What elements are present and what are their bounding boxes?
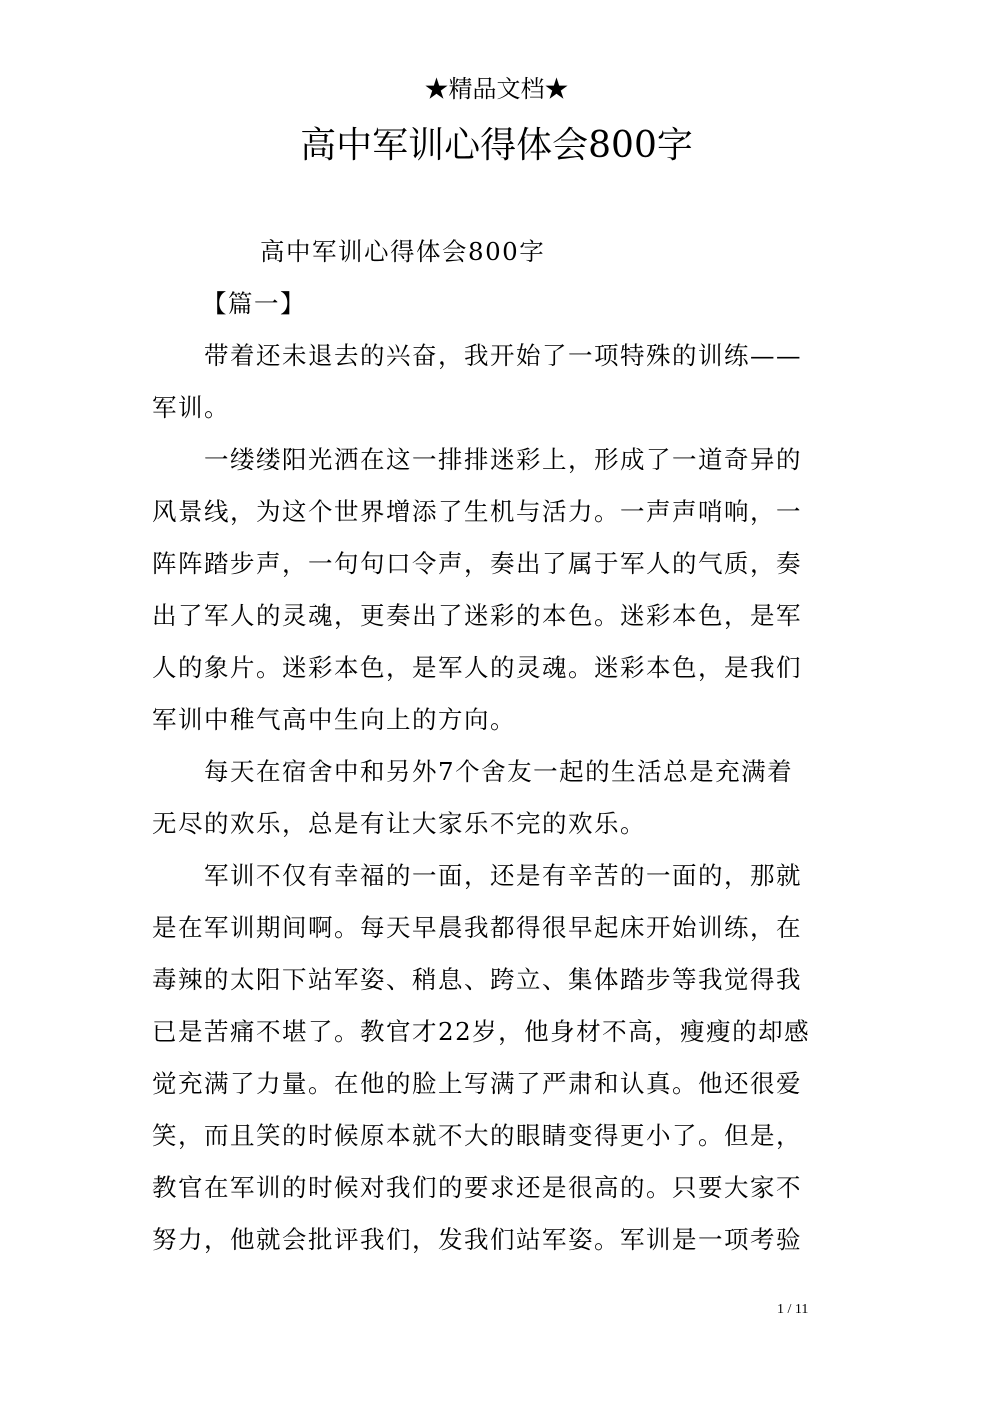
paragraph-line: 毒辣的太阳下站军姿、稍息、跨立、集体踏步等我觉得我 bbox=[152, 965, 802, 994]
paragraph-line: 觉充满了力量。在他的脸上写满了严肃和认真。他还很爱 bbox=[152, 1069, 802, 1098]
document-subtitle: 高中军训心得体会800字 bbox=[260, 237, 546, 266]
page-number: 1 / 11 bbox=[777, 1302, 809, 1317]
paragraph-line: 军训不仅有幸福的一面，还是有辛苦的一面的，那就 bbox=[204, 861, 802, 890]
paragraph-line: 人的象片。迷彩本色，是军人的灵魂。迷彩本色，是我们 bbox=[152, 653, 802, 682]
paragraph-line: 出了军人的灵魂，更奏出了迷彩的本色。迷彩本色，是军 bbox=[152, 601, 802, 630]
section-label: 【篇一】 bbox=[202, 289, 306, 318]
paragraph-line: 军训中稚气高中生向上的方向。 bbox=[152, 705, 516, 734]
paragraph-line: 阵阵踏步声，一句句口令声，奏出了属于军人的气质，奏 bbox=[152, 549, 802, 578]
document-title: 高中军训心得体会800字 bbox=[300, 125, 693, 166]
paragraph-line: 笑，而且笑的时候原本就不大的眼睛变得更小了。但是， bbox=[152, 1121, 802, 1150]
paragraph-line: 风景线，为这个世界增添了生机与活力。一声声哨响，一 bbox=[152, 497, 802, 526]
paragraph-line: 是在军训期间啊。每天早晨我都得很早起床开始训练，在 bbox=[152, 913, 802, 942]
paragraph-line: 军训。 bbox=[152, 393, 230, 422]
paragraph-line: 教官在军训的时候对我们的要求还是很高的。只要大家不 bbox=[152, 1173, 802, 1202]
paragraph-line: 一缕缕阳光洒在这一排排迷彩上，形成了一道奇异的 bbox=[204, 445, 802, 474]
paragraph-line: 已是苦痛不堪了。教官才22岁，他身材不高，瘦瘦的却感 bbox=[152, 1017, 811, 1046]
paragraph-line: 无尽的欢乐，总是有让大家乐不完的欢乐。 bbox=[152, 809, 646, 838]
header-banner: ★精品文档★ bbox=[424, 75, 569, 103]
document-body bbox=[152, 226, 842, 1266]
paragraph-line: 带着还未退去的兴奋，我开始了一项特殊的训练—— bbox=[204, 341, 802, 370]
paragraph-line: 努力，他就会批评我们，发我们站军姿。军训是一项考验 bbox=[152, 1225, 802, 1254]
paragraph-line: 每天在宿舍中和另外7个舍友一起的生活总是充满着 bbox=[204, 757, 794, 786]
